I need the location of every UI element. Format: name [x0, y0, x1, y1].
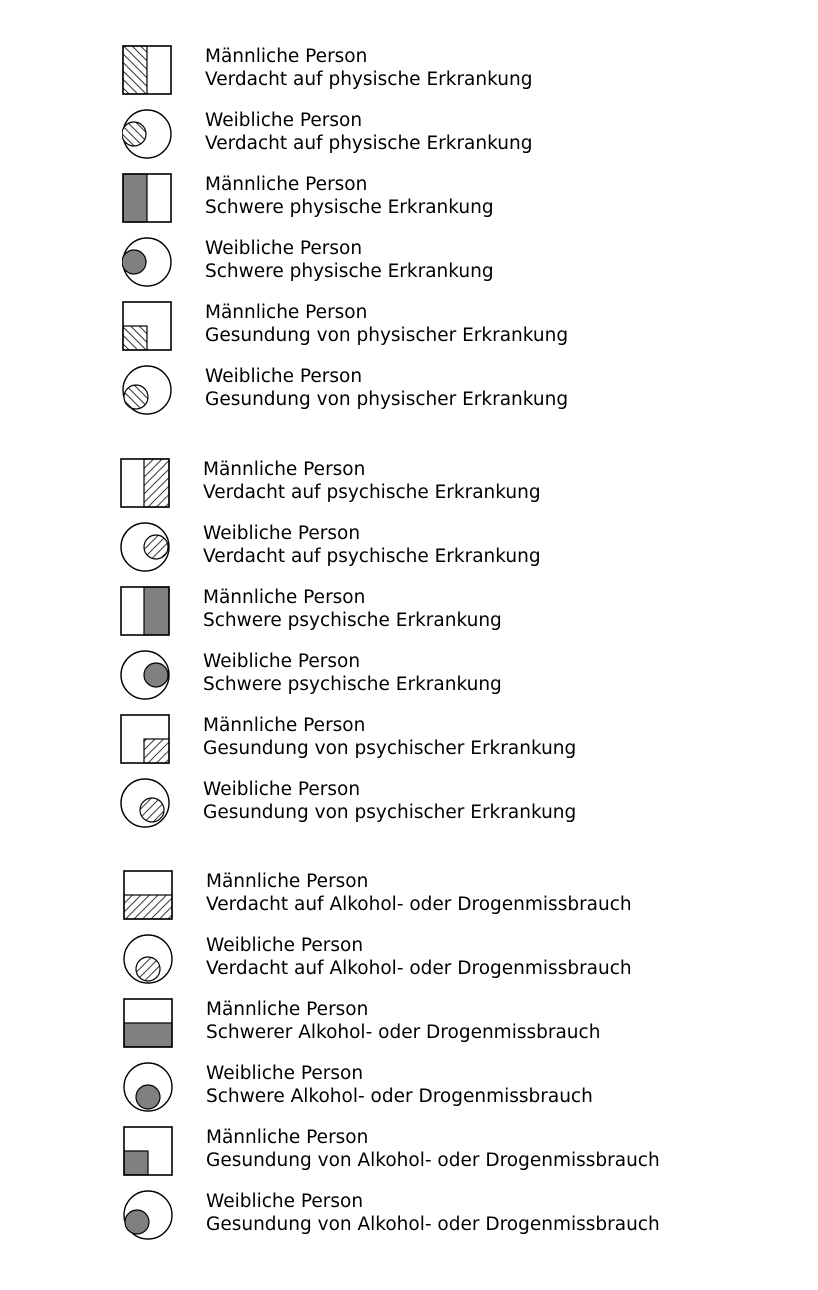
legend-label: [206, 998, 600, 1044]
legend-label-person: Weibliche Person: [205, 238, 363, 259]
female-symbol-icon: [120, 522, 172, 574]
legend-label-condition: Schwere Alkohol- oder Drogenmissbrauch: [206, 1086, 593, 1107]
female-symbol-icon: [120, 778, 172, 830]
legend-label-condition: Verdacht auf psychische Erkrankung: [203, 482, 541, 503]
legend-label-person: Weibliche Person: [203, 779, 361, 800]
legend-entry: [123, 870, 798, 922]
symbol-marker: [136, 1085, 160, 1109]
legend-label-condition: Gesundung von Alkohol- oder Drogenmissbrauch: [206, 1150, 660, 1171]
legend-label-condition: Verdacht auf Alkohol- oder Drogenmissbrauch: [206, 958, 632, 979]
symbol-marker: [124, 1023, 172, 1047]
legend-label-condition: Gesundung von psychischer Erkrankung: [203, 738, 577, 759]
legend-label-condition: Gesundung von Alkohol- oder Drogenmissbrauch: [206, 1214, 660, 1235]
legend-label-condition: Gesundung von psychischer Erkrankung: [203, 802, 577, 823]
legend-entry: [122, 173, 798, 225]
symbol-marker: [124, 895, 172, 919]
legend-entry: [120, 458, 798, 510]
legend-label: [206, 934, 632, 980]
legend-label-person: Weibliche Person: [206, 1063, 364, 1084]
legend-label-person: Weibliche Person: [203, 651, 361, 672]
female-symbol-icon: [123, 1062, 175, 1114]
legend-label-condition: Verdacht auf psychische Erkrankung: [203, 546, 541, 567]
legend-label: [205, 237, 494, 283]
legend-label-person: Männliche Person: [203, 715, 366, 736]
legend-label-person: Männliche Person: [206, 871, 369, 892]
symbol-marker: [144, 587, 169, 635]
male-symbol-icon: [123, 1126, 175, 1178]
symbol-marker: [140, 798, 164, 822]
male-symbol-icon: [122, 45, 174, 97]
symbol-marker: [144, 739, 169, 763]
legend-label: [206, 1190, 660, 1236]
legend-entry: [122, 109, 798, 161]
legend-label: [206, 1062, 593, 1108]
symbol-marker: [124, 385, 148, 409]
legend-label-person: Weibliche Person: [205, 366, 363, 387]
legend-entry: [122, 301, 798, 353]
legend-label: [203, 586, 502, 632]
legend-label: [203, 650, 502, 696]
legend-label-person: Männliche Person: [203, 587, 366, 608]
legend-label-person: Weibliche Person: [203, 523, 361, 544]
male-symbol-icon: [123, 870, 175, 922]
legend-label-person: Männliche Person: [206, 1127, 369, 1148]
symbol-marker: [124, 1151, 148, 1175]
legend-label: [205, 45, 532, 91]
symbol-marker: [144, 535, 168, 559]
legend-label-person: Weibliche Person: [206, 935, 364, 956]
legend-entry: [120, 650, 798, 702]
legend-label-condition: Verdacht auf Alkohol- oder Drogenmissbrauch: [206, 894, 632, 915]
legend-label: [206, 1126, 660, 1172]
symbol-marker: [123, 46, 147, 94]
symbol-marker: [122, 122, 146, 146]
male-symbol-icon: [120, 586, 172, 638]
legend-entry: [123, 1062, 798, 1114]
symbol-marker: [123, 174, 147, 222]
legend-label-person: Weibliche Person: [206, 1191, 364, 1212]
legend-label: [205, 173, 494, 219]
legend-entry: [123, 998, 798, 1050]
legend-label: [203, 458, 541, 504]
legend-label-condition: Schwere psychische Erkrankung: [203, 610, 502, 631]
legend-label-person: Männliche Person: [203, 459, 366, 480]
legend-label-condition: Verdacht auf physische Erkrankung: [205, 69, 533, 90]
legend-label-condition: Schwere physische Erkrankung: [205, 261, 494, 282]
legend-entry: [123, 1126, 798, 1178]
female-symbol-icon: [123, 934, 175, 986]
legend-entry: [120, 714, 798, 766]
male-symbol-icon: [120, 714, 172, 766]
female-symbol-icon: [122, 237, 174, 289]
legend-entry: [123, 934, 798, 986]
legend-label-condition: Verdacht auf physische Erkrankung: [205, 133, 533, 154]
male-symbol-icon: [122, 173, 174, 225]
female-symbol-icon: [120, 650, 172, 702]
female-symbol-icon: [122, 109, 174, 161]
symbol-marker: [144, 663, 168, 687]
symbol-marker: [125, 1210, 149, 1234]
male-symbol-icon: [122, 301, 174, 353]
legend-entry: [120, 522, 798, 574]
symbol-marker: [136, 957, 160, 981]
legend-entry: [123, 1190, 798, 1242]
legend-label-person: Männliche Person: [206, 999, 369, 1020]
legend-label: [205, 109, 532, 155]
legend-label-person: Weibliche Person: [205, 110, 363, 131]
legend-entry: [122, 237, 798, 289]
legend-label-condition: Gesundung von physischer Erkrankung: [205, 325, 569, 346]
symbol-marker: [123, 326, 147, 350]
male-symbol-icon: [120, 458, 172, 510]
legend-label-condition: Gesundung von physischer Erkrankung: [205, 389, 569, 410]
female-symbol-icon: [122, 365, 174, 417]
legend-label: [206, 870, 632, 916]
legend-entry: [122, 45, 798, 97]
legend-label-condition: Schwere physische Erkrankung: [205, 197, 494, 218]
legend-entry: [120, 586, 798, 638]
legend-label-person: Männliche Person: [205, 174, 368, 195]
legend-label-condition: Schwerer Alkohol- oder Drogenmissbrauch: [206, 1022, 601, 1043]
legend-label: [203, 778, 576, 824]
female-symbol-icon: [123, 1190, 175, 1242]
legend-label: [205, 301, 568, 347]
legend-entry: [122, 365, 798, 417]
male-symbol-icon: [123, 998, 175, 1050]
legend-label-person: Männliche Person: [205, 302, 368, 323]
legend-label: [203, 714, 576, 760]
legend-label-condition: Schwere psychische Erkrankung: [203, 674, 502, 695]
legend-label-person: Männliche Person: [205, 46, 368, 67]
symbol-marker: [144, 459, 169, 507]
legend-label: [203, 522, 541, 568]
symbol-marker: [122, 250, 146, 274]
legend-entry: [120, 778, 798, 830]
legend-label: [205, 365, 568, 411]
